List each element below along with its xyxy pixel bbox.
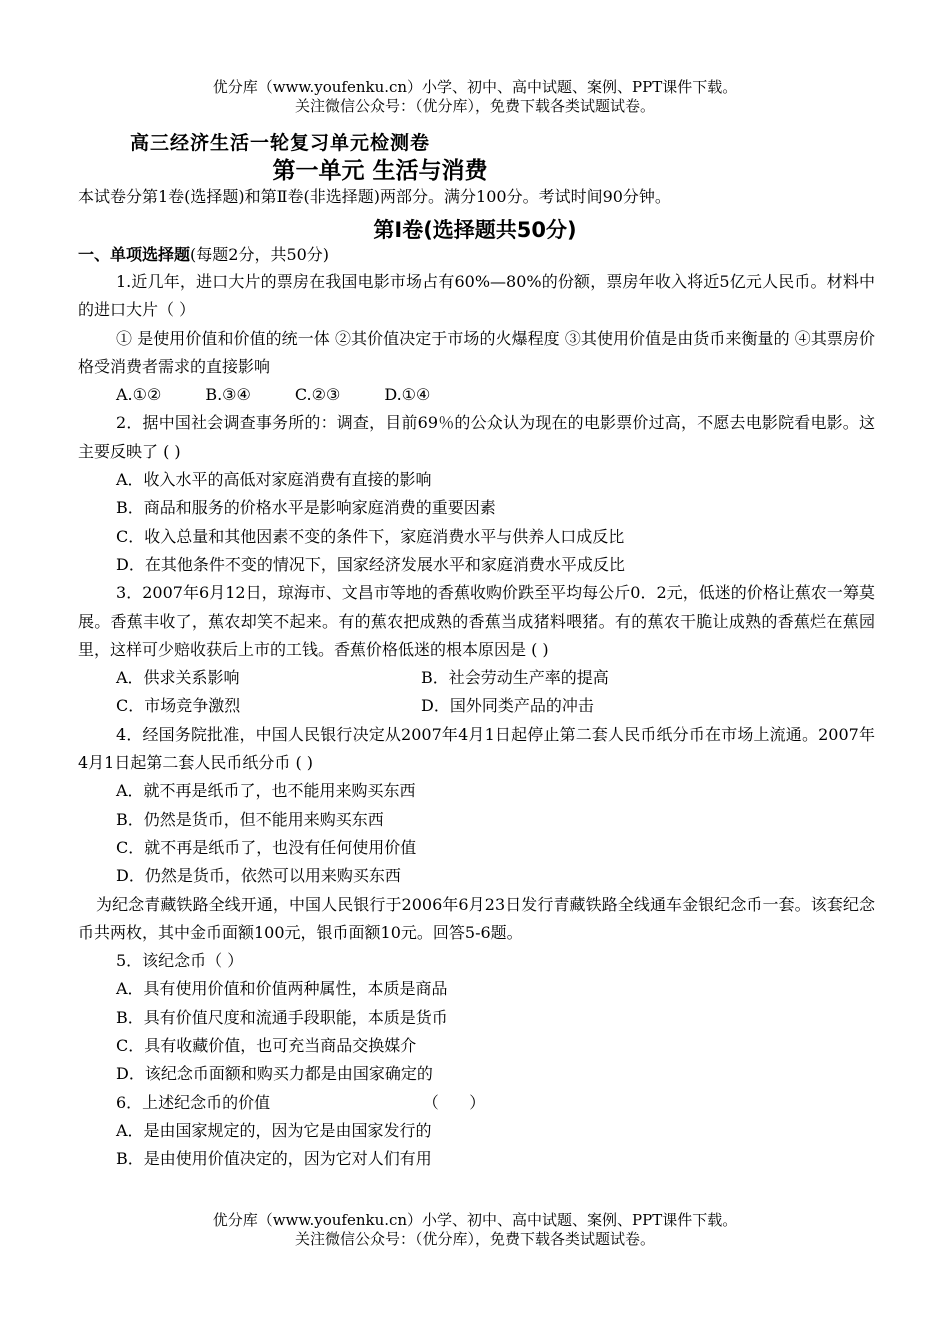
q5-option-d: D．该纪念币面额和购买力都是由国家确定的	[116, 1064, 433, 1084]
q3-option-b: B．社会劳动生产率的提高	[421, 668, 609, 688]
q5-stem: 5．该纪念币（ ）	[116, 951, 244, 971]
q4-option-d: D．仍然是货币，依然可以用来购买东西	[116, 866, 401, 886]
q3-option-d: D．国外同类产品的冲击	[421, 696, 594, 716]
header-line-2: 关注微信公众号：（优分库），免费下载各类试题试卷。	[294, 97, 655, 115]
q4-option-a: A．就不再是纸币了，也不能用来购买东西	[116, 781, 416, 801]
q4-stem: 4．经国务院批准，中国人民银行决定从2007年4月1日起停止第二套人民币纸分币在市场上流通。2007年4月1日起第二套人民币纸分币 ( )	[78, 724, 875, 773]
q2-option-d: D．在其他条件不变的情况下，国家经济发展水平和家庭消费水平成反比	[116, 554, 625, 574]
q5-option-c: C．具有收藏价值，也可充当商品交换媒介	[116, 1036, 417, 1056]
footer-line-2: 关注微信公众号：（优分库），免费下载各类试题试卷。	[294, 1230, 655, 1248]
unit-title: 第一单元 生活与消费	[272, 158, 488, 184]
page-footer	[0, 1211, 950, 1249]
q1-option-d: D.①④	[384, 385, 431, 405]
q3-options-row-1	[78, 664, 875, 692]
series-title: 高三经济生活一轮复习单元检测卷	[130, 132, 431, 154]
q1-option-a: A.①②	[116, 385, 162, 405]
q2-option-a: A．收入水平的高低对家庭消费有直接的影响	[116, 470, 432, 490]
section-heading	[78, 244, 329, 266]
questions-body	[78, 268, 875, 1174]
q1-options	[78, 381, 875, 409]
q2-stem: 2．据中国社会调查事务所的：调查，目前69％的公众认为现在的电影票价过高，不愿去电影院看电影。这主要反映了 ( )	[78, 413, 875, 461]
q2-option-b: B．商品和服务的价格水平是影响家庭消费的重要因素	[116, 498, 496, 518]
q4-option-b: B．仍然是货币，但不能用来购买东西	[116, 809, 384, 829]
q1-option-c: C.②③	[294, 385, 341, 405]
volume-title: 第Ⅰ卷(选择题共50分)	[373, 218, 577, 242]
q3-option-a: A．供求关系影响	[116, 668, 240, 688]
q6-stem: 6．上述纪念币的价值 （ ）	[116, 1092, 486, 1112]
q1-option-b: B.③④	[205, 385, 251, 405]
q6-option-b: B．是由使用价值决定的，因为它对人们有用	[116, 1149, 432, 1169]
page-header	[0, 78, 950, 116]
material-passage: 为纪念青藏铁路全线开通，中国人民银行于2006年6月23日发行青藏铁路全线通车金银纪念币一套。该套纪念币共两枚，其中金币面额100元，银币面额10元。回答5-6题。	[78, 894, 875, 942]
q5-option-b: B．具有价值尺度和流通手段职能，本质是货币	[116, 1007, 448, 1027]
q1-stem: 1.近几年，进口大片的票房在我国电影市场占有60%—80%的份额，票房年收入将近5亿元人民币。材料中的进口大片（ ）	[78, 272, 875, 320]
q3-option-c: C．市场竞争激烈	[116, 696, 241, 716]
q1-items: ① 是使用价值和价值的统一体 ②其价值决定于市场的火爆程度 ③其使用价值是由货币来衡量的 ④其票房价格受消费者需求的直接影响	[78, 328, 875, 376]
section-name: 一、单项选择题	[78, 245, 191, 264]
exam-intro: 本试卷分第1卷(选择题)和第Ⅱ卷(非选择题)两部分。满分100分。考试时间90分钟。	[78, 187, 671, 206]
header-line-1: 优分库（www.youfenku.cn）小学、初中、高中试题、案例、PPT课件下载。	[212, 78, 738, 96]
q3-options-row-2	[78, 692, 875, 720]
q6-option-a: A．是由国家规定的，因为它是由国家发行的	[116, 1120, 432, 1140]
q2-option-c: C．收入总量和其他因素不变的条件下，家庭消费水平与供养人口成反比	[116, 526, 625, 546]
q3-stem: 3．2007年6月12日，琼海市、文昌市等地的香蕉收购价跌至平均每公斤0．2元，低迷的价格让蕉农一筹莫展。香蕉丰收了，蕉农却笑不起来。有的蕉农把成熟的香蕉当成猪料喂猪。有的蕉农干脆让成熟的香蕉烂在蕉园里，这样可少赔收获后上市的工钱。香蕉价格低迷的根本原因是 ( )	[78, 583, 875, 659]
q4-option-c: C．就不再是纸币了，也没有任何使用价值	[116, 837, 417, 857]
section-note: (每题2分，共50分)	[190, 245, 330, 264]
q5-option-a: A．具有使用价值和价值两种属性，本质是商品	[116, 979, 448, 999]
footer-line-1: 优分库（www.youfenku.cn）小学、初中、高中试题、案例、PPT课件下载。	[212, 1211, 738, 1229]
